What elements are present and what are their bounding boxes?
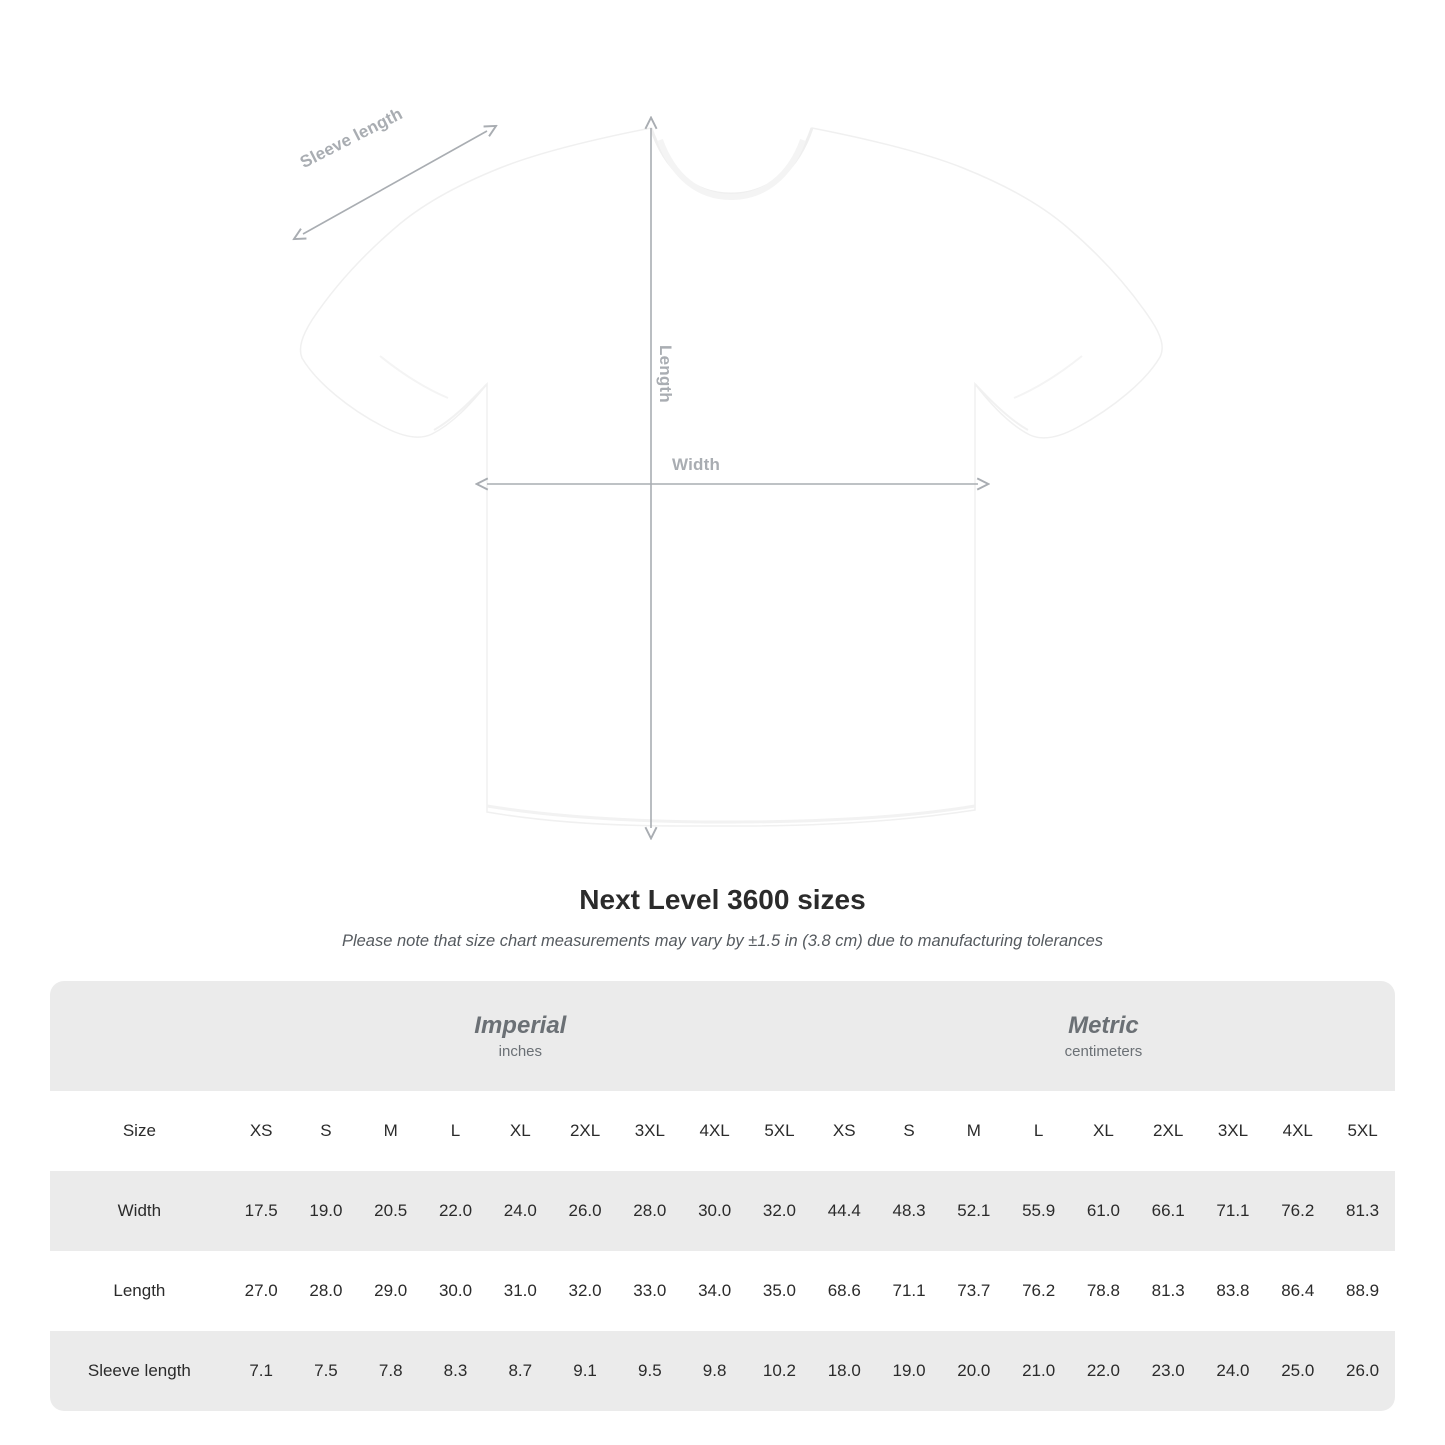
cell-sleeve: 9.5 bbox=[617, 1331, 682, 1411]
row-label-sleeve-length: Sleeve length bbox=[50, 1331, 229, 1411]
cell-width: 81.3 bbox=[1330, 1171, 1395, 1251]
cell-width: 20.5 bbox=[358, 1171, 423, 1251]
tolerance-note: Please note that size chart measurements may vary by ±1.5 in (3.8 cm) due to manufacturing tolerances bbox=[341, 932, 1104, 950]
cell-length: 34.0 bbox=[682, 1251, 747, 1331]
unit-header-imperial bbox=[229, 981, 812, 1091]
cell-length: 33.0 bbox=[617, 1251, 682, 1331]
cell-sleeve: 26.0 bbox=[1330, 1331, 1395, 1411]
unit-sub-imperial: inches bbox=[498, 1042, 542, 1060]
sleeve-length-label: Sleeve length bbox=[297, 104, 406, 172]
cell-length: 32.0 bbox=[553, 1251, 618, 1331]
cell-length: 71.1 bbox=[877, 1251, 942, 1331]
cell-length: 81.3 bbox=[1136, 1251, 1201, 1331]
tshirt-shape bbox=[300, 128, 1162, 826]
cell-sleeve: 9.8 bbox=[682, 1331, 747, 1411]
cell-length: 35.0 bbox=[747, 1251, 812, 1331]
cell-width: 48.3 bbox=[877, 1171, 942, 1251]
cell-sleeve: 7.1 bbox=[229, 1331, 294, 1411]
cell-length: 88.9 bbox=[1330, 1251, 1395, 1331]
cell-width: 66.1 bbox=[1136, 1171, 1201, 1251]
cell-sleeve: 19.0 bbox=[877, 1331, 942, 1411]
size-header-cell: XS bbox=[249, 1121, 273, 1140]
cell-length: 76.2 bbox=[1006, 1251, 1071, 1331]
unit-name-metric: Metric bbox=[1068, 1011, 1139, 1039]
unit-sub-metric: centimeters bbox=[1064, 1042, 1143, 1060]
cell-width: 44.4 bbox=[812, 1171, 877, 1251]
size-header-cell: M bbox=[966, 1121, 981, 1140]
cell-width: 76.2 bbox=[1265, 1171, 1330, 1251]
cell-length: 83.8 bbox=[1201, 1251, 1266, 1331]
row-label-length: Length bbox=[50, 1251, 229, 1331]
unit-name-imperial: Imperial bbox=[474, 1011, 567, 1039]
cell-length: 29.0 bbox=[358, 1251, 423, 1331]
length-label: Length bbox=[656, 345, 675, 403]
cell-length: 68.6 bbox=[812, 1251, 877, 1331]
table-row bbox=[50, 1251, 1395, 1331]
cell-length: 27.0 bbox=[229, 1251, 294, 1331]
cell-width: 17.5 bbox=[229, 1171, 294, 1251]
cell-sleeve: 24.0 bbox=[1201, 1331, 1266, 1411]
size-header-cell: XL bbox=[509, 1121, 531, 1140]
size-header-cell: XL bbox=[1092, 1121, 1114, 1140]
size-header-cell: L bbox=[450, 1121, 461, 1140]
size-table bbox=[50, 981, 1395, 1411]
cell-sleeve: 9.1 bbox=[553, 1331, 618, 1411]
cell-width: 32.0 bbox=[747, 1171, 812, 1251]
cell-length: 28.0 bbox=[294, 1251, 359, 1331]
cell-width: 55.9 bbox=[1006, 1171, 1071, 1251]
cell-length: 78.8 bbox=[1071, 1251, 1136, 1331]
cell-width: 71.1 bbox=[1201, 1171, 1266, 1251]
size-header-cell: 4XL bbox=[699, 1121, 730, 1140]
size-header-row bbox=[50, 1091, 1395, 1171]
width-label: Width bbox=[672, 455, 721, 474]
size-header-cell: 5XL bbox=[764, 1121, 795, 1140]
unit-header-metric bbox=[812, 981, 1395, 1091]
cell-sleeve: 22.0 bbox=[1071, 1331, 1136, 1411]
size-header-cell: L bbox=[1033, 1121, 1044, 1140]
size-header-label: Size bbox=[122, 1121, 156, 1140]
page-title: Next Level 3600 sizes bbox=[579, 884, 866, 915]
size-header-cell: 4XL bbox=[1282, 1121, 1313, 1140]
cell-width: 52.1 bbox=[941, 1171, 1006, 1251]
unit-header-row bbox=[50, 981, 1395, 1091]
cell-length: 86.4 bbox=[1265, 1251, 1330, 1331]
cell-width: 24.0 bbox=[488, 1171, 553, 1251]
cell-length: 30.0 bbox=[423, 1251, 488, 1331]
cell-sleeve: 18.0 bbox=[812, 1331, 877, 1411]
size-table-wrapper bbox=[50, 981, 1395, 1411]
table-row bbox=[50, 1171, 1395, 1251]
cell-sleeve: 7.5 bbox=[294, 1331, 359, 1411]
size-header-cell: S bbox=[320, 1121, 332, 1140]
size-header-cell: 3XL bbox=[1217, 1121, 1249, 1140]
unit-header-spacer bbox=[50, 981, 229, 1091]
cell-sleeve: 20.0 bbox=[941, 1331, 1006, 1411]
cell-length: 31.0 bbox=[488, 1251, 553, 1331]
size-header-cell: M bbox=[383, 1121, 398, 1140]
cell-sleeve: 7.8 bbox=[358, 1331, 423, 1411]
cell-sleeve: 8.7 bbox=[488, 1331, 553, 1411]
size-header-cell: 2XL bbox=[569, 1121, 601, 1140]
cell-width: 28.0 bbox=[617, 1171, 682, 1251]
cell-width: 30.0 bbox=[682, 1171, 747, 1251]
cell-sleeve: 8.3 bbox=[423, 1331, 488, 1411]
size-header-cell: XS bbox=[832, 1121, 856, 1140]
size-header-cell: 2XL bbox=[1153, 1121, 1184, 1140]
cell-sleeve: 10.2 bbox=[747, 1331, 812, 1411]
cell-width: 61.0 bbox=[1071, 1171, 1136, 1251]
cell-sleeve: 21.0 bbox=[1006, 1331, 1071, 1411]
cell-width: 26.0 bbox=[553, 1171, 618, 1251]
row-label-width: Width bbox=[50, 1171, 229, 1251]
cell-sleeve: 25.0 bbox=[1265, 1331, 1330, 1411]
cell-width: 19.0 bbox=[294, 1171, 359, 1251]
cell-width: 22.0 bbox=[423, 1171, 488, 1251]
size-header-cell: 3XL bbox=[634, 1121, 665, 1140]
cell-sleeve: 23.0 bbox=[1136, 1331, 1201, 1411]
size-header-cell: S bbox=[903, 1121, 915, 1140]
cell-length: 73.7 bbox=[941, 1251, 1006, 1331]
table-row bbox=[50, 1331, 1395, 1411]
size-header-cell: 5XL bbox=[1347, 1121, 1378, 1140]
